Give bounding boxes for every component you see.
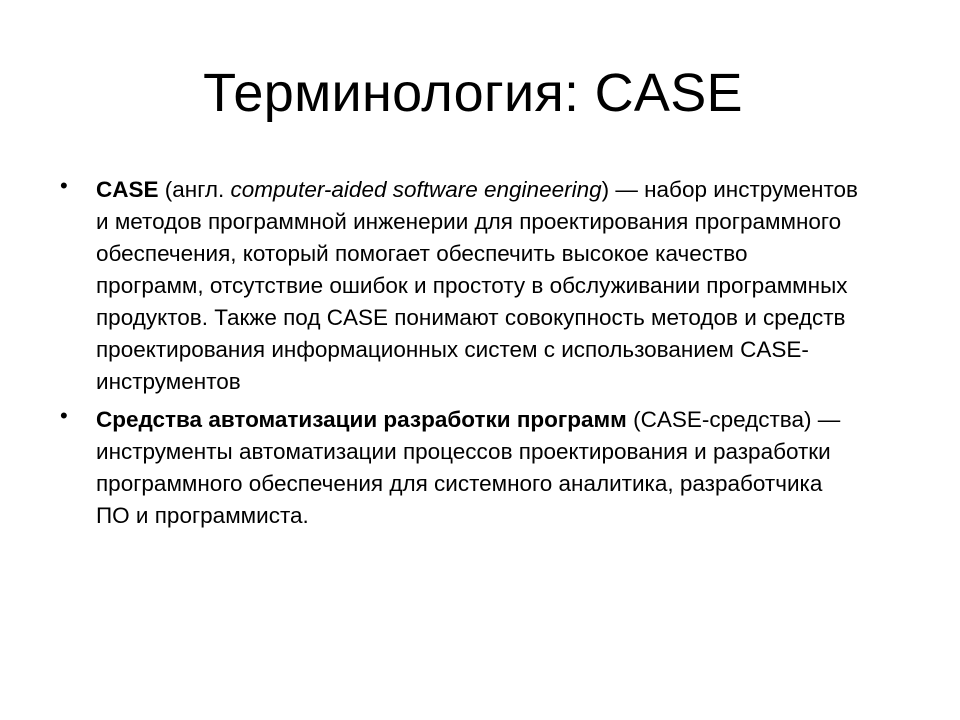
bullet-marker: • [60, 173, 68, 198]
bullet-list [60, 174, 860, 538]
slide-title: Терминология: CASE [203, 63, 743, 123]
definition-text: (CASE-средства) — инструменты автоматизации процессов проектирования и разработки программного обеспечения для системного аналитика, разработчика ПО и программиста. [96, 407, 841, 528]
definition-text: ) — набор инструментов и методов программной инженерии для проектирования программного обеспечения, который помогает обеспечить высокое качество программ, отсутствие ошибок и простоту в обслуживании программных продуктов. Также под CASE понимают совокупность методов и средств проектирования информационных систем с использованием CASE-инструментов [96, 177, 858, 394]
bullet-marker: • [60, 403, 68, 428]
english-term: computer-aided software engineering [230, 177, 602, 202]
definition-prefix: (англ. [158, 177, 231, 202]
bullet-item-case-definition [60, 174, 860, 398]
term-case: CASE [96, 177, 159, 202]
bullet-item-case-tools [60, 404, 860, 532]
term-automation-tools: Средства автоматизации разработки программ [96, 407, 627, 432]
